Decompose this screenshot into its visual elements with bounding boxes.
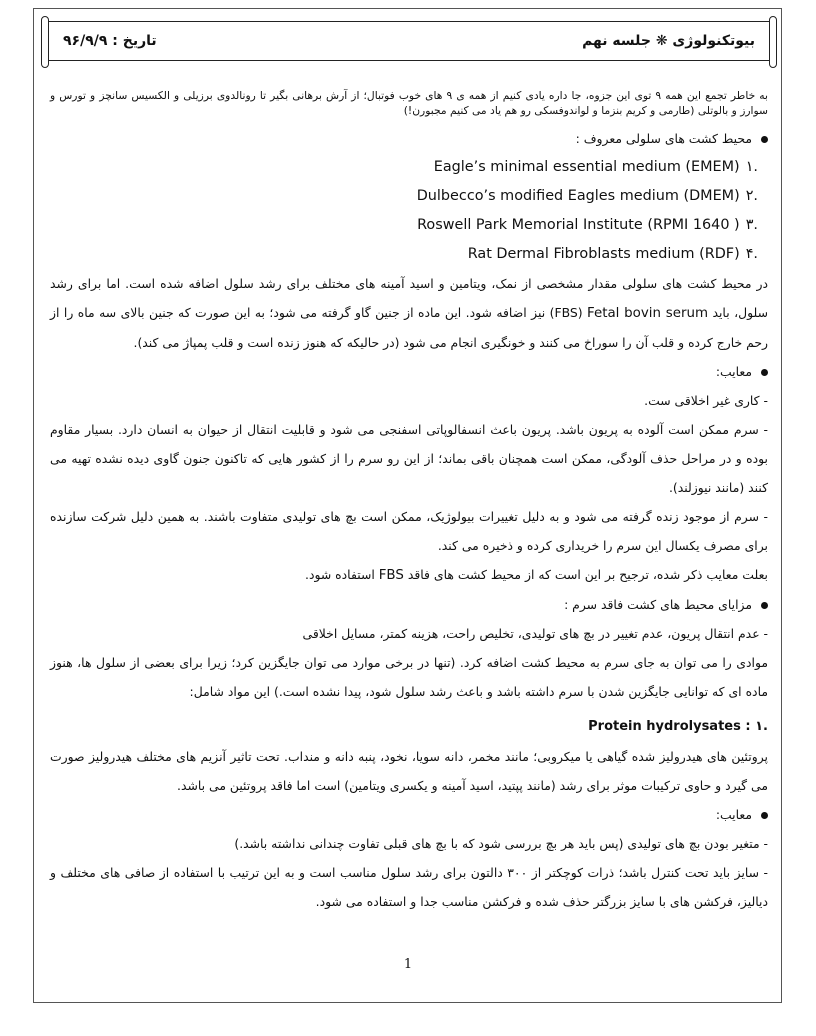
item-number: .۱ [745, 159, 758, 175]
hydro-cons-item: - متغیر بودن بچ های تولیدی (پس باید هر بچ بررسی شود که با بچ های قبلی تفاوت چندانی نداشته باشد.) [234, 836, 768, 851]
cons-item: - سرم از موجود زنده گرفته می شود و به دلیل تغییرات بیولوژیک، ممکن است بچ های تولیدی متفاوت باشند. به همین دلیل شرکت سازنده برای مصرف یکسال این سرم را خریداری کرده و ذخیره می کند. [50, 509, 768, 553]
bullet-cons-heading [50, 357, 768, 386]
bullet-dot-icon [761, 136, 768, 143]
item-text: Rat Dermal Fibroblasts medium (RDF) [467, 246, 740, 262]
hydro-cons-item: - سایز باید تحت کنترل باشد؛ ذرات کوچکتر از ۳۰۰ دالتون برای رشد سلول مناسب است و به این ترتیب با استفاده از صافی های مختلف و دیالیز، فرکشن های با سایز بزرگتر حذف شده و فرکشن مناسب جدا و استفاده می شود. [50, 865, 769, 909]
pros-heading: مزایای محیط های کشت فاقد سرم : [564, 597, 752, 612]
page-number: 1 [403, 957, 413, 972]
pros-paragraph: موادی را می توان به جای سرم به محیط کشت اضافه کرد. (تنها در برخی موارد می توان جایگزین کرد؛ زیرا برای بعضی از سلول ها، هنوز ماده ای که توانایی جایگزین شدن با سرم داشته باشد و باعث رشد سلول شود، پیدا نشده است.) این مواد شامل: [50, 655, 768, 699]
header-title: بیوتکنولوژی ❋ جلسه نهم [582, 33, 755, 49]
banner-scroll-right [769, 16, 777, 68]
hydrolysates-paragraph: پروتئین های هیدرولیز شده گیاهی یا میکروبی؛ مانند مخمر، دانه سویا، نخود، پنبه دانه و منداب. تحت تاثیر آنزیم های مختلف هیدرولیز صورت می گیرد و حاوی ترکیبات موثر برای رشد (مانند پپتید، اسید آمینه و یکسری ویتامین) است اما فاقد پروتئین می باشد. [50, 749, 768, 793]
media-item [50, 153, 768, 182]
cons-heading: معایب: [715, 364, 752, 379]
bullet-dot-icon [761, 812, 768, 819]
banner-scroll-left [41, 16, 49, 68]
bullet-media-heading [50, 124, 768, 153]
document-body [50, 88, 768, 916]
cons-item: - سرم ممکن است آلوده به پریون باشد. پریون باعث انسفالوپاتی اسفنجی می شود و قابلیت انتقال از حیوان به انسان دارد. بسیار مقاوم بوده و در مراحل حذف آلودگی، ممکن است همچنان باقی بماند؛ از این رو سرم را از کشور هایی که تاکنون جنون گاوی دیده نشده تهیه می کنند (مانند نیوزلند). [50, 422, 768, 495]
serum-term: Fetal bovin serum [587, 306, 709, 321]
cons-item: - کاری غیر اخلاقی ست. [644, 393, 768, 408]
serum-paragraph [50, 269, 768, 357]
heading-text: Protein hydrolysates : [588, 719, 751, 734]
item-number: .۲ [745, 188, 758, 204]
hydrolysates-heading [50, 712, 768, 742]
cons-conclusion [50, 560, 768, 590]
serum-text-b: (FBS) نیز اضافه شود. این ماده از جنین گاو گرفته می شود؛ به این صورت که جنین بالای سه ماه را از رحم خارج کرده و قلب آن را سوراخ می کنند و خونگیری انجام می شود (در حالیکه که هنوز زنده است و قلب پمپاژ می کند). [50, 305, 768, 350]
item-text: Eagle’s minimal essential medium (EMEM) [433, 159, 740, 175]
media-item [50, 182, 768, 211]
conclusion-term: FBS [378, 568, 404, 583]
header-banner [46, 21, 772, 61]
conclusion-text-b: استفاده شود. [305, 567, 379, 582]
bullet-dot-icon [761, 369, 768, 376]
item-text: Dulbecco’s modified Eagles medium (DMEM) [416, 188, 740, 204]
pros-item: - عدم انتقال پریون، عدم تغییر در بچ های تولیدی، تخلیص راحت، هزینه کمتر، مسایل اخلاقی [302, 626, 768, 641]
item-text: Roswell Park Memorial Institute (RPMI 1640 ) [417, 217, 740, 233]
conclusion-text-a: بعلت معایب ذکر شده، ترجیح بر این است که از محیط کشت های فاقد [403, 567, 768, 582]
media-item [50, 240, 768, 269]
serum-text-a: در محیط کشت های سلولی مقدار مشخصی از نمک، ویتامین و اسید آمینه های مختلف برای رشد سلول اضافه شده است. اما برای رشد سلول، باید [50, 276, 769, 320]
intro-note: به خاطر تجمع این همه ۹ توی این جزوه، جا داره یادی کنیم از همه ی ۹ های خوب فوتبال؛ از آرش برهانی بگیر تا رونالدوی برزیلی و الکسیس سانچز و تورس و سوارز و بالوتلی (طارمی و کریم بنزما و لواندوفسکی رو هم یاد می کنیم مجبورن!) [50, 89, 768, 117]
media-heading: محیط کشت های سلولی معروف : [575, 131, 752, 146]
bullet-pros-heading [50, 590, 768, 619]
heading-number: .۱ [755, 719, 768, 734]
item-number: .۴ [745, 246, 758, 262]
header-date: تاریخ : ۹۶/۹/۹ [63, 33, 157, 49]
item-number: .۳ [745, 217, 758, 233]
hydro-cons-heading: معایب: [715, 807, 752, 822]
bullet-hydro-cons-heading [50, 800, 768, 829]
media-item [50, 211, 768, 240]
bullet-dot-icon [761, 602, 768, 609]
